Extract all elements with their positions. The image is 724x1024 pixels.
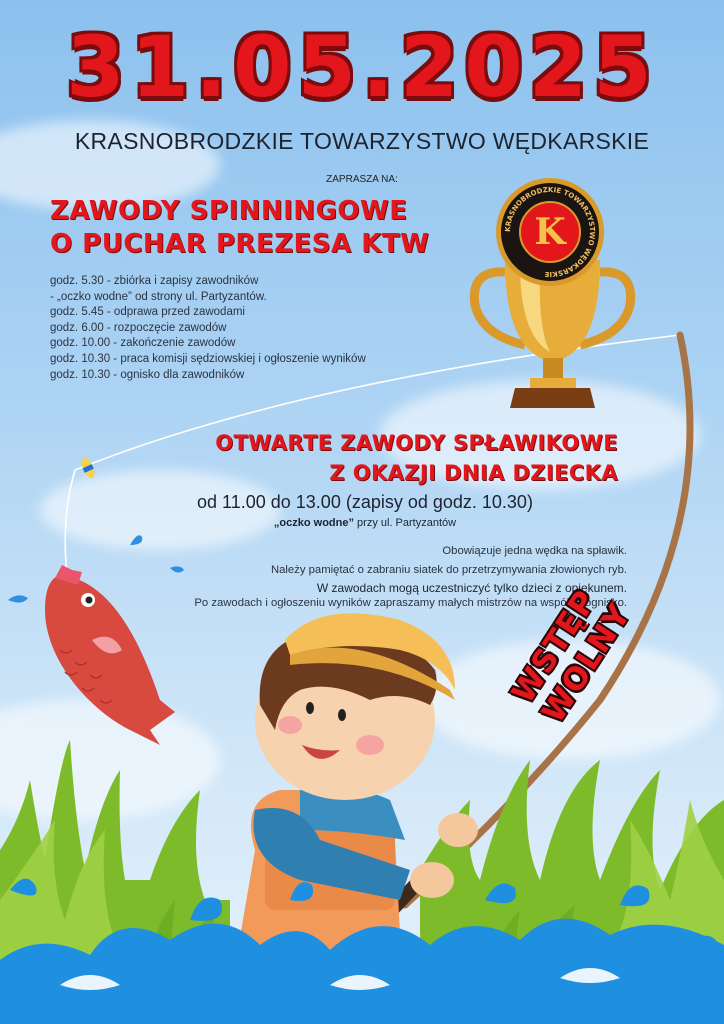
fish-icon: [45, 565, 175, 745]
event1-title: [50, 195, 429, 261]
event1-title-line2: O PUCHAR PREZESA KTW: [50, 229, 430, 259]
event-date: 31.05.2025: [66, 18, 658, 116]
venue-rest: przy ul. Partyzantów: [353, 517, 457, 529]
event2-venue: [150, 517, 580, 529]
event2-title-line2: Z OKAZJI DNIA DZIECKA: [329, 461, 618, 485]
rule-item: Obowiązuje jedna wędka na spławik.: [442, 545, 627, 557]
event1-title-line1: ZAWODY SPINNINGOWE: [50, 196, 408, 226]
schedule-item: - „oczko wodne” od strony ul. Partyzantów.: [50, 290, 267, 303]
event2-title-line1: OTWARTE ZAWODY SPŁAWIKOWE: [215, 431, 618, 455]
event2-hours: od 11.00 do 13.00 (zapisy od godz. 10.30): [197, 492, 533, 512]
rule-item: W zawodach mogą uczestniczyć tylko dzieci z opiekunem.: [316, 581, 627, 596]
schedule-item: godz. 10.30 - praca komisji sędziowskiej i ogłoszenie wyników: [50, 352, 366, 365]
logo-ring: [496, 178, 604, 286]
logo-ring-text: KRASNOBRODZKIE TOWARZYSTWO WĘDKARSKIE: [503, 185, 597, 279]
free-entry-label: WSTĘP WOLNY: [505, 583, 639, 730]
schedule-item: godz. 6.00 - rozpoczęcie zawodów: [50, 321, 227, 334]
organizer-name: KRASNOBRODZKIE TOWARZYSTWO WĘDKARSKIE: [74, 128, 650, 154]
schedule-item: godz. 10.00 - zakończenie zawodów: [50, 337, 236, 350]
schedule-item: godz. 10.30 - ognisko dla zawodników: [50, 368, 245, 381]
event2-title: [150, 428, 618, 488]
rule-item: Należy pamiętać o zabraniu siatek do przetrzymywania złowionych ryb.: [270, 563, 627, 576]
schedule-item: godz. 5.45 - odprawa przed zawodami: [50, 306, 245, 319]
invite-label: ZAPRASZA NA:: [326, 174, 398, 185]
event1-schedule: [50, 274, 366, 383]
schedule-item: godz. 5.30 - zbiórka i zapisy zawodników: [50, 275, 259, 287]
venue-quoted: „oczko wodne”: [273, 517, 354, 529]
event2-after: Po zawodach i ogłoszeniu wyników zapraszamy małych mistrzów na wspólne ognisko.: [194, 597, 627, 609]
event2-rules: [230, 542, 627, 598]
logo-letter: K: [534, 211, 566, 253]
